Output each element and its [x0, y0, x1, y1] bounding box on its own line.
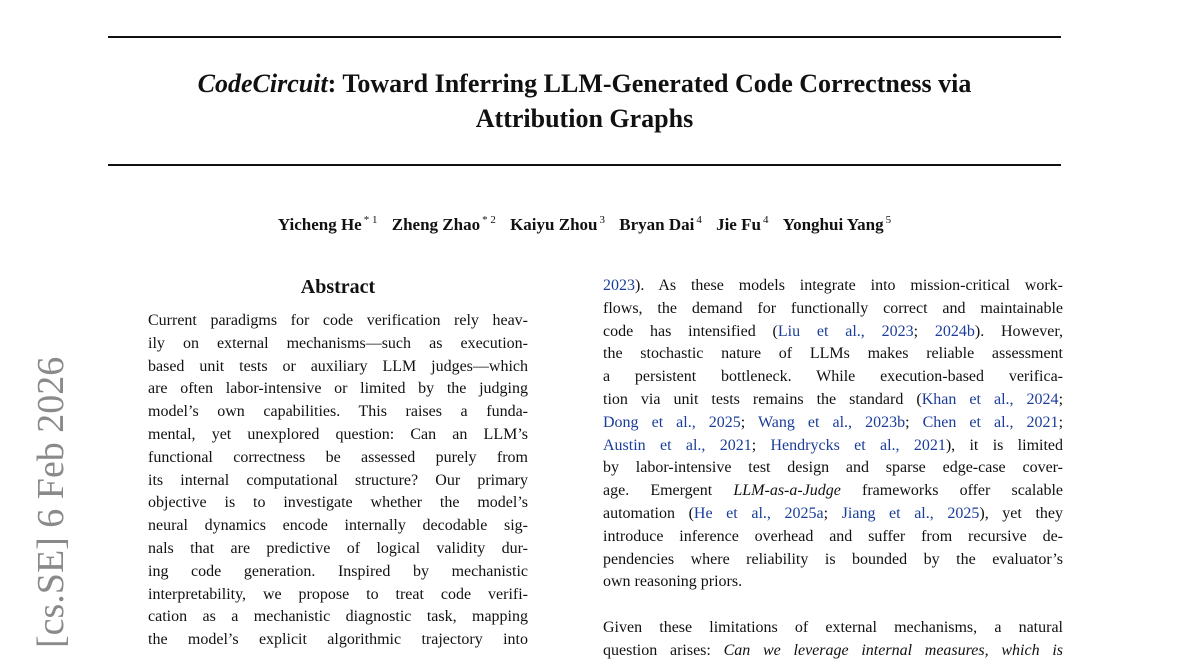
author-list	[108, 208, 1061, 237]
intro-line: by labor-intensive test design and sparse edge-case cover-	[603, 459, 1063, 477]
abstract-line: functional correctness be assessed purely from	[148, 448, 528, 466]
citation-link[interactable]: He et al., 2025a	[693, 504, 824, 522]
abstract-line: its internal computational structure? Our primary	[148, 471, 528, 489]
citation-link[interactable]: Khan et al., 2024	[921, 390, 1059, 408]
intro-line: pendencies where reliability is bounded by the evaluator’s	[603, 550, 1063, 568]
title-line1: : Toward Inferring LLM-Generated Code Correctness via	[327, 69, 972, 98]
intro-line: own reasoning priors.	[603, 573, 743, 591]
intro-line: introduce inference overhead and suffer from recursive de-	[603, 527, 1063, 545]
abstract-line: ily on external mechanisms—such as execution-	[148, 334, 528, 352]
abstract-line: nals that are predictive of logical validity dur-	[148, 539, 528, 557]
abstract-line: are often labor-intensive or limited by the judging	[148, 380, 528, 398]
author: Bryan Dai $^4$	[619, 214, 702, 234]
citation-link[interactable]: Dong et al., 2025	[603, 413, 741, 431]
citation-link[interactable]: Austin et al., 2021	[603, 436, 752, 454]
top-rule	[108, 36, 1061, 38]
abstract-line: Current paradigms for code verification rely heav-	[148, 312, 528, 329]
abstract-line: cation as a mechanistic diagnostic task, mapping	[148, 608, 528, 626]
author: Yonghui Yang $^5$	[782, 214, 892, 234]
abstract-line: mental, yet unexplored question: Can an LLM’s	[148, 425, 528, 443]
citation-link[interactable]: Chen et al., 2021	[922, 413, 1059, 431]
citation-link[interactable]: 2023	[603, 277, 635, 294]
intro-line: code has intensified (Liu et al., 2023; 2024b). However,	[603, 322, 1063, 340]
citation-link[interactable]: Hendrycks et al., 2021	[770, 436, 946, 454]
intro-line: question arises: Can we leverage internal measures, which is	[603, 641, 1064, 659]
intro-line: Dong et al., 2025; Wang et al., 2023b; Chen et al., 2021;	[603, 413, 1064, 431]
intro-line: the stochastic nature of LLMs makes reliable assessment	[603, 345, 1063, 363]
abstract-line: objective is to investigate whether the model’s	[148, 494, 528, 512]
intro-line: tion via unit tests remains the standard (Khan et al., 2024;	[603, 390, 1064, 408]
abstract-line: the model’s explicit algorithmic trajectory into	[148, 631, 528, 649]
bottom-rule	[108, 164, 1061, 166]
abstract-line: interpretability, we propose to treat code verifi-	[148, 585, 528, 603]
intro-paragraph-1	[603, 275, 1063, 594]
intro-line: a persistent bottleneck. While execution-based verifica-	[603, 368, 1063, 386]
title-italic: CodeCircuit	[197, 69, 328, 98]
title-line2: Attribution Graphs	[475, 104, 694, 133]
intro-line: 2023). As these models integrate into mission-critical work-	[603, 277, 1063, 294]
author: Kaiyu Zhou $^3$	[510, 214, 605, 234]
intro-paragraph-2	[603, 617, 1063, 663]
paper-title	[108, 66, 1061, 136]
intro-line: flows, the demand for functionally correct and maintainable	[603, 299, 1063, 317]
author: Zheng Zhao $^{* 2}$	[391, 214, 496, 234]
intro-line: automation (He et al., 2025a; Jiang et al., 2025), yet they	[603, 504, 1064, 522]
arxiv-stamp: [cs.SE] 6 Feb 2026	[30, 356, 72, 648]
abstract-line: model’s own capabilities. This raises a funda-	[148, 403, 528, 421]
intro-line: age. Emergent LLM-as-a-Judge frameworks offer scalable	[603, 482, 1064, 500]
abstract-line: based unit tests or auxiliary LLM judges—which	[148, 357, 528, 375]
citation-link[interactable]: Liu et al., 2023	[777, 322, 914, 340]
citation-link[interactable]: 2024b	[934, 322, 975, 340]
author: Jie Fu $^4$	[716, 214, 769, 234]
intro-line: Given these limitations of external mechanisms, a natural	[603, 619, 1063, 636]
intro-line: Austin et al., 2021; Hendrycks et al., 2021), it is limited	[603, 436, 1064, 454]
citation-link[interactable]: Jiang et al., 2025	[841, 504, 980, 522]
abstract-line: ing code generation. Inspired by mechanistic	[148, 562, 528, 580]
abstract-heading: Abstract	[300, 276, 376, 298]
author: Yicheng He $^{* 1}$	[277, 214, 378, 234]
citation-link[interactable]: Wang et al., 2023b	[757, 413, 906, 431]
abstract-body	[148, 310, 528, 652]
abstract-line: neural dynamics encode internally decodable sig-	[148, 517, 528, 535]
